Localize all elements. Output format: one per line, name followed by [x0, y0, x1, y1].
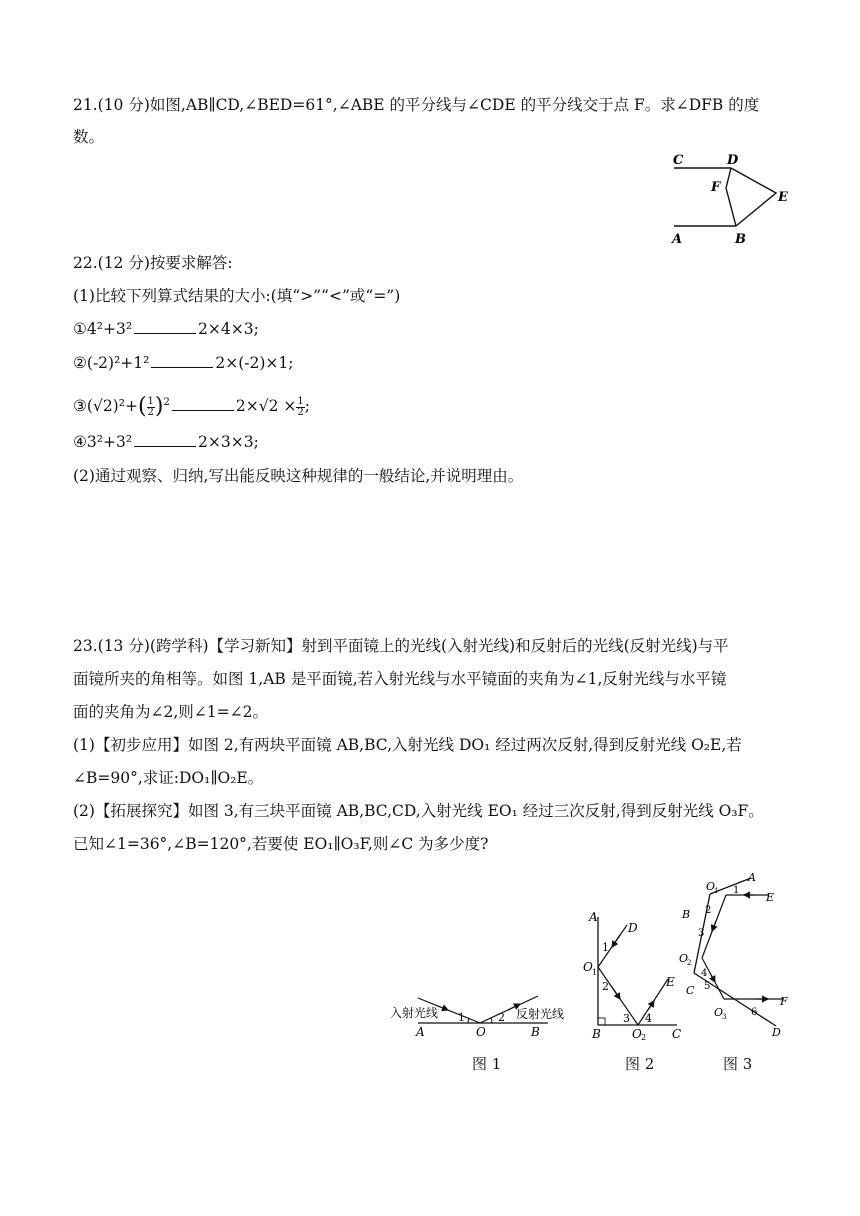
fig2-angle-3: 3 [623, 1012, 630, 1025]
fig3-angle-5: 5 [704, 981, 711, 992]
svg-text:1: 1 [592, 968, 598, 977]
q23-line-2: 面镜所夹的角相等。如图 1,AB 是平面镜,若入射光线与水平镜面的夹角为∠1,反射光线与水平镜 [73, 670, 727, 688]
fig2-label-d: D [628, 921, 638, 935]
fig3-label-o3: O [714, 1006, 724, 1019]
q23-line-3: 面的夹角为∠2,则∠1=∠2。 [73, 703, 268, 721]
fig3-label-b: B [682, 908, 691, 921]
q22-item-1: ①4²+3² 2×4×3; [73, 320, 259, 338]
q21-label-c: C [673, 153, 684, 168]
q21-label-a: A [672, 232, 683, 247]
q23-line-1: 23.(13 分)(跨学科)【学习新知】射到平面镜上的光线(入射光线)和反射后的光线(反射光线)与平 [73, 637, 729, 655]
fig3-label-d: D [772, 1026, 781, 1039]
figure-3 [676, 868, 796, 1040]
q22-item-3: ③(√2)²+( $\frac{1}{2}$ )$^2$ 2×√2 × $\frac{1}{2}$ ; [73, 394, 310, 420]
answer-blank-1[interactable] [134, 319, 196, 334]
svg-text:2: 2 [687, 959, 692, 967]
svg-text:1: 1 [714, 887, 719, 895]
fig3-angle-6: 6 [751, 1007, 758, 1018]
q22-item-4: ④3²+3² 2×3×3; [73, 433, 259, 451]
fig1-incident-label: 入射光线 [390, 1006, 439, 1020]
fig2-label-o1: O [583, 960, 593, 974]
fig3-label-o2: O [679, 952, 689, 965]
fig2-caption: 图 2 [625, 1055, 655, 1073]
fig1-angle-2: 2 [498, 1011, 505, 1024]
fig2-angle-4: 4 [645, 1012, 652, 1025]
fig2-label-c: C [672, 1027, 682, 1040]
fig3-label-c: C [686, 984, 695, 997]
fig1-label-b: B [531, 1025, 540, 1039]
q23-line-4: (1)【初步应用】如图 2,有两块平面镜 AB,BC,入射光线 DO₁ 经过两次反射,得到反射光线 O₂E,若 [73, 736, 742, 754]
fig3-angle-2: 2 [705, 905, 712, 916]
fig3-label-a: A [748, 871, 756, 884]
fig1-reflected-label: 反射光线 [516, 1007, 565, 1021]
fig3-label-e: E [766, 891, 775, 904]
fig2-label-e: E [666, 975, 675, 989]
answer-blank-2[interactable] [151, 353, 213, 368]
fig3-angle-1: 1 [733, 885, 740, 896]
svg-text:2: 2 [641, 1033, 647, 1040]
q23-line-6: (2)【拓展探究】如图 3,有三块平面镜 AB,BC,CD,入射光线 EO₁ 经过三次反射,得到反射光线 O₃F。 [73, 802, 764, 820]
q21-label-b: B [735, 232, 746, 247]
fig3-label-o1: O [706, 880, 716, 893]
fig2-label-o2: O [632, 1027, 642, 1040]
answer-blank-3[interactable] [172, 396, 234, 411]
fig2-label-a: A [589, 910, 598, 924]
q21-figure [664, 148, 794, 248]
fig3-angle-3: 3 [698, 928, 705, 939]
q21-label-f: F [711, 180, 721, 195]
fig2-angle-2: 2 [602, 980, 609, 993]
fig1-caption: 图 1 [472, 1055, 502, 1073]
q21-label-e: E [778, 190, 788, 205]
q21-line-2: 数。 [73, 128, 105, 146]
fig3-label-f: F [780, 995, 788, 1008]
q23-line-5: ∠B=90°,求证:DO₁∥O₂E。 [73, 769, 264, 787]
fig1-label-a: A [416, 1025, 425, 1039]
fig1-angle-1: 1 [458, 1011, 465, 1024]
q22-part1: (1)比较下列算式结果的大小:(填“>”“<”或“=”) [73, 287, 401, 305]
figure-1 [388, 990, 578, 1040]
answer-blank-4[interactable] [134, 432, 196, 447]
q23-line-7: 已知∠1=36°,∠B=120°,若要使 EO₁∥O₃F,则∠C 为多少度? [73, 835, 489, 853]
fig1-label-o: O [476, 1025, 486, 1039]
fig2-label-b: B [592, 1027, 601, 1040]
q21-label-d: D [727, 153, 739, 168]
svg-text:3: 3 [722, 1013, 727, 1021]
fig3-angle-4: 4 [701, 968, 708, 979]
fig3-caption: 图 3 [723, 1055, 753, 1073]
fig2-angle-1: 1 [602, 941, 609, 954]
q21-line-1: 21.(10 分)如图,AB∥CD,∠BED=61°,∠ABE 的平分线与∠CDE 的平分线交于点 F。求∠DFB 的度 [73, 96, 760, 114]
q22-title: 22.(12 分)按要求解答: [73, 254, 233, 272]
q22-part2: (2)通过观察、归纳,写出能反映这种规律的一般结论,并说明理由。 [73, 467, 524, 485]
q22-item-2: ②(-2)²+1² 2×(-2)×1; [73, 354, 294, 372]
